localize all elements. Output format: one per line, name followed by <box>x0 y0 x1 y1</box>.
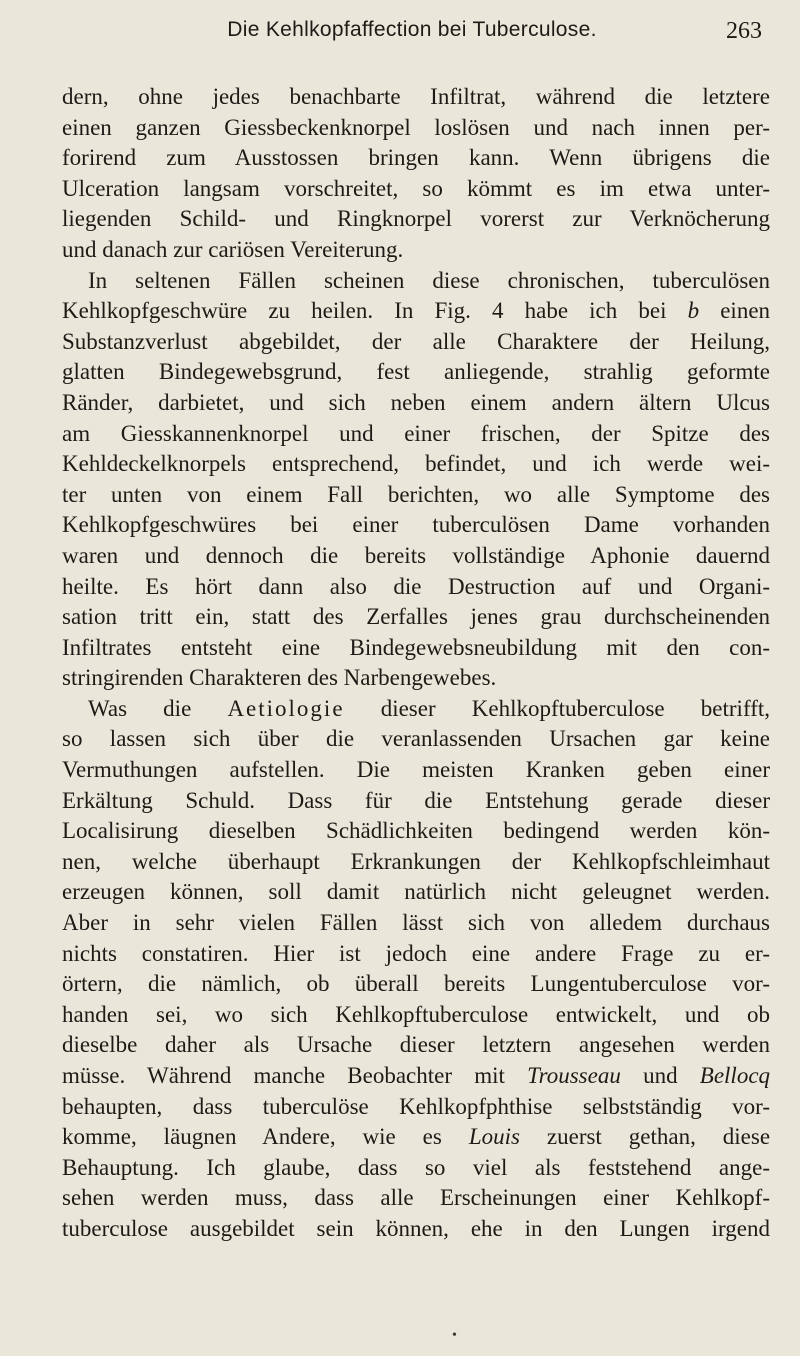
author-name-italic: Louis <box>468 1124 520 1150</box>
text-fragment: dieser Kehlkopftuberculose betrifft, <box>380 695 770 721</box>
text-line: heilte. Es hört dann also die Destruction auf und Organi- <box>62 573 770 599</box>
text-line: sation tritt ein, statt des Zerfalles jenes grau durchscheinenden <box>62 604 770 630</box>
author-name-italic: Bellocq <box>699 1063 771 1088</box>
text-line: Kehlkopfgeschwüres bei einer tuberculösen Dame vorhanden <box>62 512 770 538</box>
text-line: am Giesskannenknorpel und einer frischen, der Spitze des <box>62 420 770 446</box>
text-line <box>62 266 770 297</box>
text-fragment: müsse. Während manche Beobachter mit <box>62 1063 505 1088</box>
text-line: Ränder, darbietet, und sich neben einem andern ältern Ulcus <box>62 389 770 415</box>
author-name-italic: Trousseau <box>527 1063 621 1088</box>
text-line: Infiltrates entsteht eine Bindegewebsneubildung mit den con- <box>62 634 770 660</box>
text-line: Behauptung. Ich glaube, dass so viel als feststehend ange- <box>62 1154 770 1180</box>
text-line: waren und dennoch die bereits vollständige Aphonie dauernd <box>62 542 770 568</box>
text-line: Erkältung Schuld. Dass für die Entstehung gerade dieser <box>62 787 770 813</box>
text-line: handen sei, wo sich Kehlkopftuberculose entwickelt, und ob <box>62 1001 770 1027</box>
text-line: erzeugen können, soll damit natürlich nicht geleugnet werden. <box>62 879 770 905</box>
text-line: tuberculose ausgebildet sein können, ehe in den Lungen irgend <box>62 1215 770 1241</box>
text-line: Substanzverlust abgebildet, der alle Charaktere der Heilung, <box>62 328 770 354</box>
text-line <box>62 1061 770 1092</box>
text-line: stringirenden Charakteren des Narbengewebes. <box>62 665 497 691</box>
running-title: Die Kehlkopfaffection bei Tuberculose. <box>227 18 597 41</box>
text-line: und danach zur cariösen Vereiterung. <box>62 236 404 262</box>
text-line <box>62 1122 770 1153</box>
text-line <box>62 296 770 327</box>
spaced-term-aetiologie: Aetiologie <box>227 695 345 721</box>
figure-reference-italic: b <box>687 298 700 324</box>
text-fragment: Kehlkopfgeschwüre zu heilen. In Fig. 4 habe ich bei <box>62 298 667 324</box>
page-number: 263 <box>726 18 762 44</box>
text-fragment: und <box>643 1063 678 1088</box>
text-line: Localisirung dieselben Schädlichkeiten bedingend werden kön- <box>62 818 770 844</box>
text-line: ter unten von einem Fall berichten, wo alle Symptome des <box>62 481 770 507</box>
text-fragment: Was die <box>88 695 192 721</box>
text-line: glatten Bindegewebsgrund, fest anliegende, strahlig geformte <box>62 359 770 385</box>
text-line: behaupten, dass tuberculöse Kehlkopfphthise selbstständig vor- <box>62 1093 770 1119</box>
text-fragment: zuerst gethan, diese <box>546 1124 771 1150</box>
text-line: nen, welche überhaupt Erkrankungen der Kehlkopfschleimhaut <box>62 848 770 874</box>
text-line: dieselbe daher als Ursache dieser letztern angesehen werden <box>62 1032 770 1058</box>
text-line: örtern, die nämlich, ob überall bereits Lungentuberculose vor- <box>62 971 770 997</box>
text-line: einen ganzen Giessbeckenknorpel loslösen und nach innen per- <box>62 114 770 140</box>
text-line: nichts constatiren. Hier ist jedoch eine andere Frage zu er- <box>62 940 770 966</box>
text-line: so lassen sich über die veranlassenden Ursachen gar keine <box>62 726 770 752</box>
text-line <box>62 694 770 725</box>
text-line: sehen werden muss, dass alle Erscheinungen einer Kehlkopf- <box>62 1185 770 1211</box>
text-line: forirend zum Ausstossen bringen kann. Wenn übrigens die <box>62 145 770 171</box>
text-line: Kehldeckelknorpels entsprechend, befindet, und ich werde wei- <box>62 451 770 477</box>
text-line: Vermuthungen aufstellen. Die meisten Kranken geben einer <box>62 757 770 783</box>
footer-mark: • <box>452 1328 457 1343</box>
body-text <box>62 82 770 1245</box>
page-header <box>62 18 762 58</box>
text-line: dern, ohne jedes benachbarte Infiltrat, während die letztere <box>62 84 770 109</box>
text-fragment: komme, läugnen Andere, wie es <box>62 1124 442 1150</box>
text-line: Ulceration langsam vorschreitet, so kömmt es im etwa unter- <box>62 175 770 201</box>
text-line: liegenden Schild- und Ringknorpel vorerst zur Verknöcherung <box>62 206 770 232</box>
text-line-content: In seltenen Fällen scheinen diese chronischen, tuberculösen <box>88 267 770 293</box>
text-line: Aber in sehr vielen Fällen lässt sich von alledem durchaus <box>62 910 770 936</box>
text-fragment: einen <box>720 298 771 324</box>
